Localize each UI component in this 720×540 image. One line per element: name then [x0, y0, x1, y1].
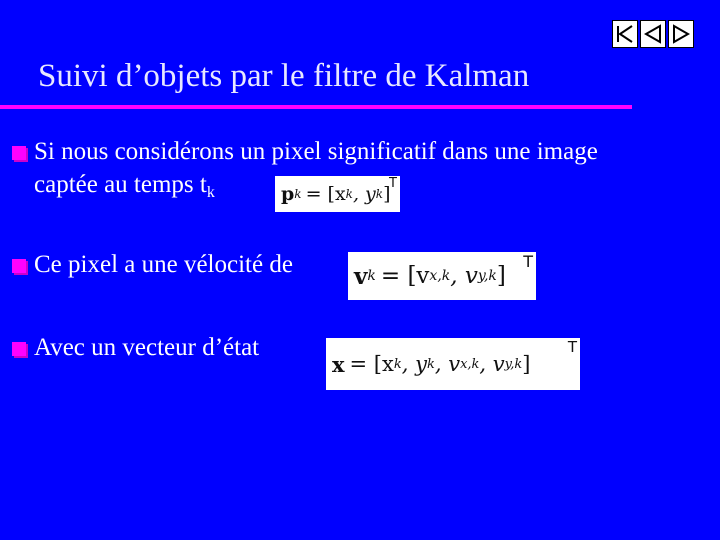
nav-next-icon	[671, 24, 691, 44]
bullet-marker	[12, 342, 26, 356]
bullet-text-2: Ce pixel a une vélocité de	[34, 251, 293, 278]
bullet-text-1-line-2: captée au temps $t_k$	[34, 171, 215, 201]
slide-navigation	[612, 20, 694, 48]
bullet-text-3: Avec un vecteur d’état	[34, 334, 260, 361]
nav-next-button[interactable]	[668, 20, 694, 48]
bullet-marker	[12, 259, 26, 273]
title-underline	[0, 105, 632, 109]
page-title: Suivi d’objets par le filtre de Kalman	[38, 58, 530, 94]
bullet-marker	[12, 146, 26, 160]
formula-velocity: v k = [v x,k , v y,k ] T	[348, 252, 536, 300]
nav-first-button[interactable]	[612, 20, 638, 48]
nav-first-icon	[615, 24, 635, 44]
formula-state-vector: x = [x k , y k , v x,k , v y,k ] T	[326, 338, 580, 390]
nav-prev-button[interactable]	[640, 20, 666, 48]
bullet-text-1-line-1: Si nous considérons un pixel significatif dans une image	[34, 138, 598, 165]
nav-prev-icon	[643, 24, 663, 44]
formula-position: p k = [x k , y k ] T	[275, 176, 400, 212]
